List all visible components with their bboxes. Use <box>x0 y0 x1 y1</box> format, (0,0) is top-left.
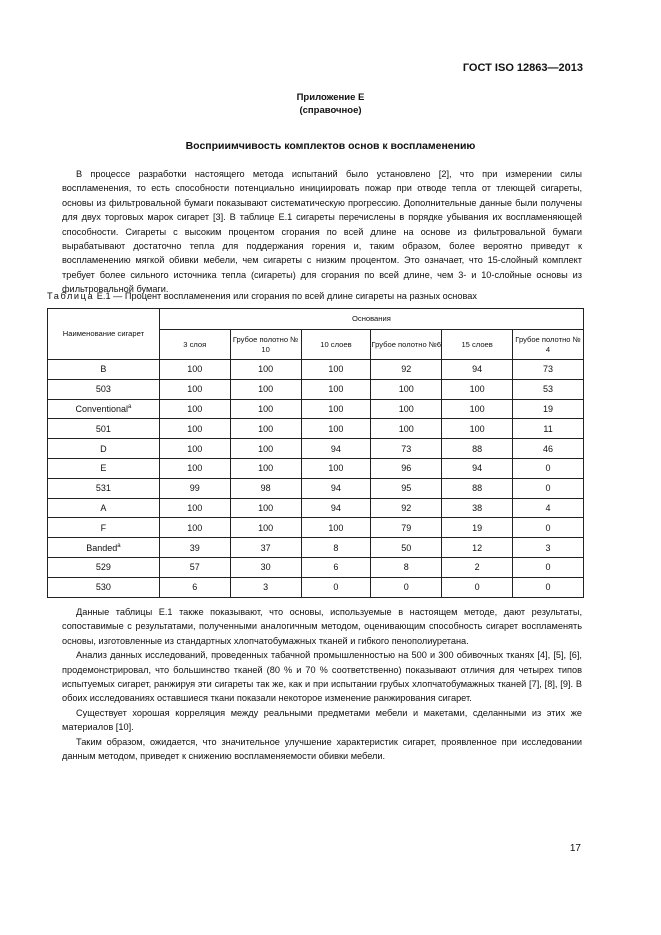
value-cell: 100 <box>442 379 513 399</box>
value-cell: 100 <box>230 518 301 538</box>
annex-title: Приложение Е <box>296 92 365 103</box>
cigarette-name-cell <box>48 557 160 577</box>
value-cell: 100 <box>442 419 513 439</box>
table-row <box>48 458 584 478</box>
cigarette-name-cell <box>48 458 160 478</box>
value-cell: 95 <box>371 478 442 498</box>
value-cell: 0 <box>513 478 584 498</box>
table-row <box>48 478 584 498</box>
value-cell: 94 <box>301 439 371 459</box>
value-cell: 98 <box>230 478 301 498</box>
paragraph-correlation: Существует хорошая корреляция между реальными предметами мебели и макетами, сделанными из этих же материалов [10]. <box>62 707 582 733</box>
value-cell: 6 <box>159 577 230 597</box>
intro-block <box>62 167 582 297</box>
value-cell: 57 <box>159 557 230 577</box>
annex-heading <box>0 91 661 117</box>
cigarette-name-cell <box>48 478 160 498</box>
value-cell: 53 <box>513 379 584 399</box>
paragraph-comparison: Данные таблицы Е.1 также показывают, что основы, используемые в настоящем методе, дают результаты, сопоставимые с результатами, полученными аналогичным методом, оценивающим способность сигарет воспламенять основы, изготовленные из стандартных хлопчатобумажных тканей и гибкого пенополиуретана. <box>62 607 582 646</box>
table-row <box>48 518 584 538</box>
cigarette-name-cell <box>48 379 160 399</box>
column-header: 3 слоя <box>159 330 230 360</box>
value-cell: 30 <box>230 557 301 577</box>
value-cell: 94 <box>301 498 371 518</box>
cigarette-name-cell <box>48 360 160 380</box>
value-cell: 100 <box>371 399 442 419</box>
value-cell: 100 <box>301 379 371 399</box>
value-cell: 50 <box>371 538 442 558</box>
column-header: Грубое полотно № 4 <box>513 330 584 360</box>
value-cell: 100 <box>230 360 301 380</box>
value-cell: 12 <box>442 538 513 558</box>
cigarette-name: 503 <box>95 384 111 395</box>
ignition-table <box>47 308 584 598</box>
standard-number: ГОСТ ISO 12863—2013 <box>462 62 583 74</box>
column-header: Грубое полотно №6 <box>371 330 442 360</box>
value-cell: 100 <box>230 399 301 419</box>
value-cell: 46 <box>513 439 584 459</box>
annex-note: (справочное) <box>299 105 362 116</box>
table-row <box>48 577 584 597</box>
value-cell: 100 <box>301 458 371 478</box>
value-cell: 19 <box>442 518 513 538</box>
table-caption <box>47 291 477 301</box>
cigarette-name: 530 <box>95 582 111 593</box>
cigarette-name: E <box>100 463 107 474</box>
value-cell: 0 <box>442 577 513 597</box>
cigarette-name: 529 <box>95 562 111 573</box>
value-cell: 92 <box>371 360 442 380</box>
value-cell: 0 <box>513 458 584 478</box>
table-row <box>48 557 584 577</box>
value-cell: 8 <box>301 538 371 558</box>
value-cell: 100 <box>159 379 230 399</box>
cigarette-name: 531 <box>95 483 111 494</box>
value-cell: 99 <box>159 478 230 498</box>
group-header: Основания <box>159 309 583 330</box>
value-cell: 100 <box>301 399 371 419</box>
cigarette-name: Conventional <box>75 403 129 414</box>
value-cell: 100 <box>301 419 371 439</box>
cigarette-name: F <box>100 522 107 533</box>
value-cell: 0 <box>371 577 442 597</box>
table-body <box>48 360 584 598</box>
column-header: 15 слоев <box>442 330 513 360</box>
value-cell: 100 <box>230 498 301 518</box>
cigarette-name-cell <box>48 538 160 558</box>
value-cell: 19 <box>513 399 584 419</box>
cigarette-name-cell <box>48 577 160 597</box>
value-cell: 38 <box>442 498 513 518</box>
value-cell: 8 <box>371 557 442 577</box>
value-cell: 100 <box>159 399 230 419</box>
value-cell: 100 <box>159 360 230 380</box>
value-cell: 94 <box>442 458 513 478</box>
value-cell: 0 <box>513 557 584 577</box>
value-cell: 37 <box>230 538 301 558</box>
value-cell: 100 <box>371 379 442 399</box>
value-cell: 3 <box>230 577 301 597</box>
value-cell: 0 <box>513 518 584 538</box>
value-cell: 100 <box>159 439 230 459</box>
row-header: Наименование сигарет <box>48 309 160 360</box>
value-cell: 11 <box>513 419 584 439</box>
table-caption-label: Таблица <box>47 291 95 301</box>
table-row <box>48 419 584 439</box>
table-row <box>48 498 584 518</box>
value-cell: 100 <box>159 419 230 439</box>
value-cell: 6 <box>301 557 371 577</box>
value-cell: 39 <box>159 538 230 558</box>
table-row <box>48 399 584 419</box>
value-cell: 92 <box>371 498 442 518</box>
paragraph-analysis: Анализ данных исследований, проведенных табачной промышленностью на 500 и 300 обивочных тканях [4], [5], [6], продемонстрировал, что большинство тканей (80 % и 70 % соответственно) показывают отличия для четырех типов испытуемых сигарет, ранжируя эти сигареты так же, как и при испытании грубых хлопчатобумажных тканей [7], [8], [9]. В обоих исследованиях оставшиеся ткани показали некоторое изменение ранжирования сигарет. <box>62 650 582 704</box>
value-cell: 100 <box>371 419 442 439</box>
intro-paragraph: В процессе разработки настоящего метода испытаний было установлено [2], что при измерении силы воспламенения, то есть способности потенциально инициировать пожар при отводе тепла от тлеющей сигареты, основы из фильтровальной бумаги показывают систематическую прогрессию. Дополнительные данные были получены для двух торговых марок сигарет [3]. В таблице Е.1 сигареты перечислены в порядке убывания их воспламеняющей способности. Сигареты с высоким процентом сгорания по всей длине на основе из фильтровальной бумаги вырабатывают достаточно тепла для поддержания горения и, таким образом, более вероятно приведут к воспламенению мягкой обивки мебели, чем сигареты с низким процентом. Это означает, что 15-слойный комплект требует более сильного источника тепла (сигареты) для сгорания по всей длине, чем 3- и 10-слойные основы из фильтровальной бумаги. <box>62 169 582 295</box>
value-cell: 73 <box>513 360 584 380</box>
section-title: Восприимчивость комплектов основ к воспламенению <box>185 140 476 152</box>
value-cell: 88 <box>442 439 513 459</box>
value-cell: 100 <box>159 518 230 538</box>
value-cell: 100 <box>230 439 301 459</box>
value-cell: 100 <box>159 498 230 518</box>
value-cell: 4 <box>513 498 584 518</box>
value-cell: 94 <box>442 360 513 380</box>
table-row <box>48 439 584 459</box>
value-cell: 0 <box>513 577 584 597</box>
footnote-marker: a <box>117 542 121 549</box>
table-row <box>48 360 584 380</box>
cigarette-name: A <box>100 502 107 513</box>
cigarette-name: D <box>100 443 107 454</box>
page-number: 17 <box>569 843 581 854</box>
after-block <box>62 605 582 763</box>
value-cell: 100 <box>159 458 230 478</box>
cigarette-name-cell <box>48 419 160 439</box>
value-cell: 0 <box>301 577 371 597</box>
value-cell: 88 <box>442 478 513 498</box>
value-cell: 73 <box>371 439 442 459</box>
cigarette-name-cell <box>48 518 160 538</box>
value-cell: 100 <box>442 399 513 419</box>
value-cell: 100 <box>230 458 301 478</box>
value-cell: 96 <box>371 458 442 478</box>
value-cell: 100 <box>301 360 371 380</box>
paragraph-conclusion: Таким образом, ожидается, что значительное улучшение характеристик сигарет, проявленное при исследовании данным методом, приведет к снижению воспламеняемости обивки мебели. <box>62 736 582 762</box>
cigarette-name: Banded <box>86 542 118 553</box>
cigarette-name-cell <box>48 399 160 419</box>
table-row <box>48 379 584 399</box>
value-cell: 94 <box>301 478 371 498</box>
table-row <box>48 538 584 558</box>
value-cell: 3 <box>513 538 584 558</box>
column-header: Грубое полотно № 10 <box>230 330 301 360</box>
cigarette-name: B <box>100 364 107 375</box>
value-cell: 2 <box>442 557 513 577</box>
value-cell: 79 <box>371 518 442 538</box>
table-caption-text: Е.1 — Процент воспламенения или сгорания по всей длине сигареты на разных основах <box>96 291 477 301</box>
cigarette-name-cell <box>48 498 160 518</box>
cigarette-name-cell <box>48 439 160 459</box>
value-cell: 100 <box>230 419 301 439</box>
column-header: 10 слоев <box>301 330 371 360</box>
footnote-marker: a <box>128 403 132 410</box>
value-cell: 100 <box>301 518 371 538</box>
value-cell: 100 <box>230 379 301 399</box>
cigarette-name: 501 <box>95 423 111 434</box>
